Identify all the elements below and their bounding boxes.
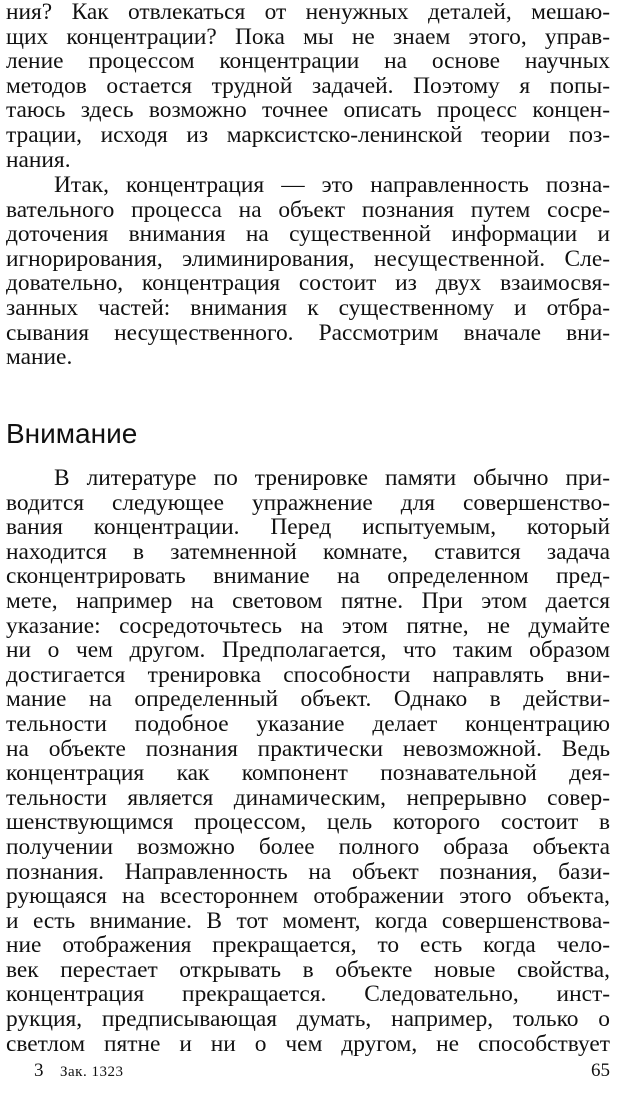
text-line: рукция, предписывающая думать, например, только о — [6, 1007, 610, 1032]
text-line: тельности является динамическим, непрерывно совер- — [6, 785, 610, 811]
text-line: мание на определенный объект. Однако в действи- — [6, 687, 610, 712]
text-line: вательного процесса на объект познания путем сосре- — [6, 197, 610, 223]
text-line: щих концентрации? Пока мы не знаем этого, управ- — [6, 24, 610, 50]
text-line: концентрация прекращается. Следовательно, инст- — [6, 982, 610, 1008]
text-line: ние отображения прекращается, то есть когда чело- — [6, 933, 610, 958]
text-line: мете, например на световом пятне. При этом дается — [6, 588, 610, 614]
text-line: ния? Как отвлекаться от ненужных деталей, мешаю- — [6, 0, 610, 25]
text-line: на объекте познания практически невозможной. Ведь — [6, 736, 610, 762]
text-line: век перестает открывать в объекте новые свойства, — [6, 957, 610, 983]
text-line: методов остается трудной задачей. Поэтому я попы- — [6, 73, 610, 99]
text-line: Итак, концентрация — это направленность позна- — [54, 173, 610, 198]
text-line: В литературе по тренировке памяти обычно при- — [54, 466, 610, 491]
paragraph-continued — [6, 0, 610, 172]
text-line: сывания несущественного. Рассмотрим вначале вни- — [6, 320, 610, 346]
text-line: и есть внимание. В тот момент, когда совершенствова- — [6, 908, 610, 934]
text-line: занных частей: внимания к существенному и отбра- — [6, 295, 610, 321]
text-line: доточения внимания на существенной информации и — [6, 222, 610, 247]
text-line: светлом пятне и ни о чем другом, не способствует — [6, 1031, 610, 1057]
text-line: ление процессом концентрации на основе научных — [6, 49, 610, 74]
page-number: 65 — [591, 1060, 610, 1081]
text-line: получении возможно более полного образа объекта — [6, 834, 610, 860]
paragraph-concentration-definition — [6, 173, 610, 370]
text-line: нания. — [6, 147, 71, 173]
text-line: таюсь здесь возможно точнее описать процесс концен- — [6, 98, 610, 123]
text-line: игнорирования, элиминирования, несущественной. Сле- — [6, 246, 610, 272]
text-line: тельности подобное указание делает концентрацию — [6, 711, 610, 737]
text-line: шенствующимся процессом, цель которого состоит в — [6, 810, 610, 835]
text-line: рующаяся на всестороннем отображении этого объекта, — [6, 884, 610, 909]
paragraph-attention — [6, 466, 610, 1056]
text-line: концентрация как компонент познавательной дея- — [6, 761, 610, 786]
text-line: находится в затемненной комнате, ставится задача — [6, 539, 610, 565]
printer-signature-number: 3 — [34, 1060, 44, 1081]
text-line: вания концентрации. Перед испытуемым, который — [6, 515, 610, 540]
text-line: познания. Направленность на объект познания, бази- — [6, 859, 610, 885]
section-heading: Внимание — [6, 418, 138, 449]
text-line: трации, исходя из марксистско-ленинской теории поз- — [6, 122, 610, 148]
printer-order-mark: Зак. 1323 — [60, 1064, 124, 1080]
text-line: сконцентрировать внимание на определенном пред- — [6, 564, 610, 589]
text-line: довательно, концентрация состоит из двух взаимосвя- — [6, 271, 610, 296]
text-line: достигается тренировка способности направлять вни- — [6, 662, 610, 688]
text-line: мание. — [6, 345, 73, 370]
text-line: указание: сосредоточьтесь на этом пятне, не думайте — [6, 613, 610, 639]
text-line: водится следующее упражнение для совершенство- — [6, 490, 610, 516]
text-line: ни о чем другом. Предполагается, что таким образом — [6, 638, 610, 663]
